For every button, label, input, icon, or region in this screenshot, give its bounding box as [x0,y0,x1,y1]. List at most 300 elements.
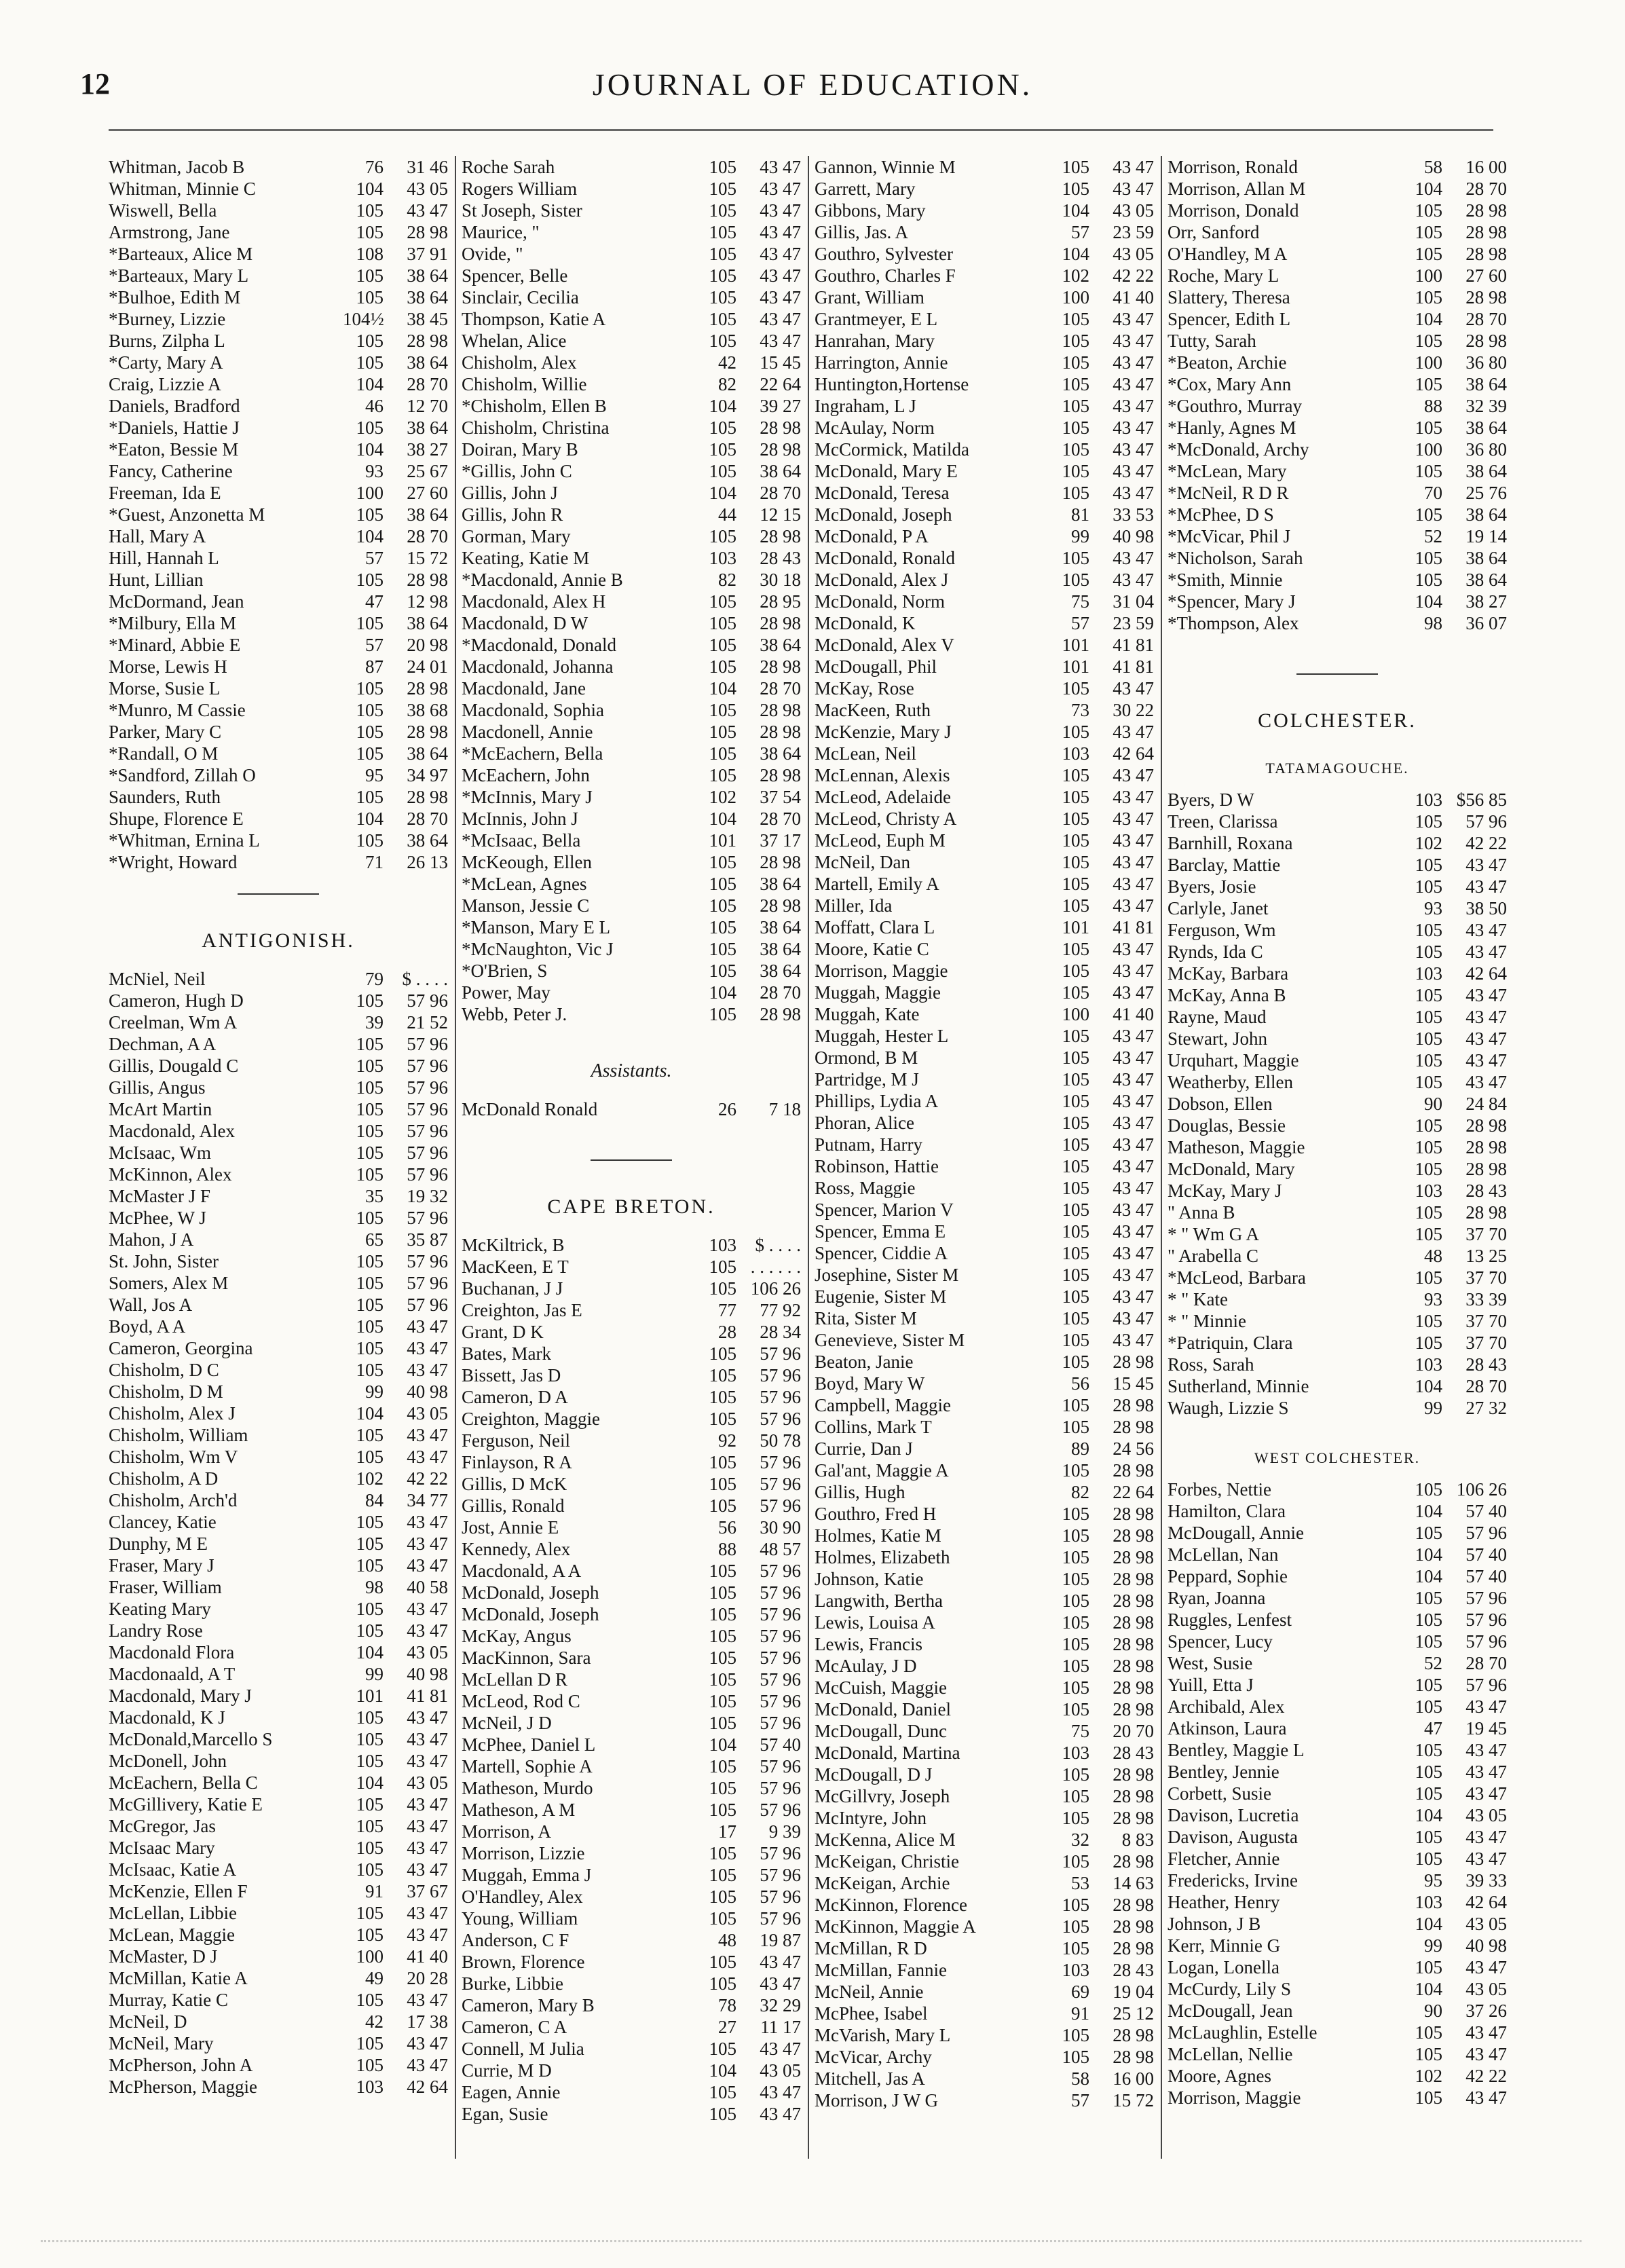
teacher-name: Cameron, D A [462,1387,568,1407]
teacher-entry [109,1793,448,1815]
teacher-name: Gannon, Winnie M [815,157,956,177]
days-taught: 78 [718,1995,736,2015]
days-taught: 103 [1062,1743,1089,1763]
days-taught: 105 [1062,2047,1089,2067]
teacher-entry [462,916,801,938]
teacher-entry [815,1851,1154,1872]
teacher-entry [462,808,801,830]
teacher-entry [462,1669,801,1690]
days-taught: 104 [1415,1566,1442,1586]
days-taught: 104 [1415,1805,1442,1825]
days-taught: 105 [709,1713,736,1733]
teacher-name: Tutty, Sarah [1168,331,1256,351]
teacher-entry [815,200,1154,221]
teacher-entry [109,482,448,504]
grant-amount: 40 98 [407,1664,448,1684]
grant-amount: 43 47 [1113,1178,1154,1198]
teacher-entry [1168,1093,1507,1115]
grant-amount: 57 96 [760,1800,801,1820]
teacher-name: MacKeen, Ruth [815,700,931,720]
days-taught: 105 [1062,1113,1089,1133]
grant-amount: 43 47 [407,1729,448,1749]
teacher-name: Cameron, Georgina [109,1338,253,1358]
teacher-entry [815,656,1154,677]
days-taught: 95 [1424,1870,1442,1891]
grant-amount: 43 47 [407,2055,448,2075]
teacher-entry [462,1951,801,1973]
days-taught: 105 [1062,396,1089,416]
teacher-entry [109,1337,448,1359]
teacher-name: Atkinson, Laura [1168,1718,1287,1739]
days-taught: 105 [709,939,736,959]
grant-amount: 37 54 [760,787,801,807]
teacher-name: Josephine, Sister M [815,1265,959,1285]
days-taught: 105 [709,1886,736,1907]
days-taught: 105 [709,591,736,612]
grant-amount: 25 76 [1465,483,1507,503]
days-taught: 105 [356,222,384,242]
days-taught: 105 [1062,1634,1089,1654]
days-taught: 105 [709,1474,736,1494]
days-taught: 105 [1415,1740,1442,1760]
teacher-entry [815,1134,1154,1155]
teacher-name: McDonald, Norm [815,591,945,612]
teacher-name: Gillis, Jas. A [815,222,909,242]
teacher-name: McDougall, Annie [1168,1523,1304,1543]
teacher-name: Rynds, Ida C [1168,942,1263,962]
teacher-name: McMaster, D J [109,1946,218,1967]
teacher-entry [109,352,448,373]
grant-amount: 43 47 [1465,2087,1507,2108]
teacher-entry [815,1177,1154,1199]
teacher-entry [1168,1674,1507,1696]
teacher-entry [1168,1935,1507,1956]
grant-amount: 13 25 [1465,1246,1507,1266]
teacher-name: Chisholm, Arch'd [109,1490,238,1510]
days-taught: 105 [1415,1333,1442,1353]
grant-amount: 43 47 [1113,874,1154,894]
teacher-entry [462,286,801,308]
teacher-entry [815,1416,1154,1438]
days-taught: 105 [356,1599,384,1619]
teacher-name: McKay, Angus [462,1626,572,1646]
teacher-name: Macdonald, Sophia [462,700,604,720]
days-taught: 105 [709,2082,736,2102]
teacher-name: Fraser, William [109,1577,222,1597]
days-taught: 105 [1062,939,1089,959]
days-taught: 105 [1415,417,1442,438]
grant-amount: 43 47 [407,1425,448,1445]
grant-amount: 35 87 [407,1229,448,1250]
teacher-entry [109,1077,448,1098]
grant-amount: 43 47 [1113,830,1154,851]
teacher-entry [815,482,1154,504]
grant-amount: 48 57 [760,1539,801,1559]
grant-amount: 17 38 [407,2011,448,2032]
scan-noise [41,2213,1582,2242]
days-taught: 105 [356,1512,384,1532]
teacher-name: Daniels, Bradford [109,396,240,416]
teacher-name: McDonald, Mary E [815,461,958,481]
teacher-entry [462,2081,801,2103]
grant-amount: 43 47 [407,1338,448,1358]
teacher-name: McKinnon, Alex [109,1164,232,1185]
grant-amount: 43 47 [1113,548,1154,568]
grant-amount: 38 68 [407,700,448,720]
teacher-name: Peppard, Sophie [1168,1566,1288,1586]
grant-amount: 28 98 [760,656,801,677]
teacher-name: *Macdonald, Donald [462,635,616,655]
teacher-entry [1168,1696,1507,1717]
grant-amount: 28 98 [1113,1895,1154,1915]
teacher-name: Hamilton, Clara [1168,1501,1286,1521]
days-taught: 73 [1071,700,1089,720]
teacher-name: Ormond, B M [815,1047,918,1068]
days-taught: 105 [1062,1504,1089,1524]
grant-amount: 28 98 [407,787,448,807]
days-taught: 105 [1062,1156,1089,1176]
teacher-entry [109,1902,448,1924]
days-taught: 105 [1062,982,1089,1003]
days-taught: 105 [709,2104,736,2124]
teacher-entry [815,1460,1154,1481]
teacher-entry [109,764,448,786]
days-taught: 103 [709,1235,736,1255]
teacher-name: Thompson, Katie A [462,309,606,329]
teacher-name: *McLean, Agnes [462,874,587,894]
teacher-name: Spencer, Emma E [815,1221,946,1242]
teacher-name: McLennan, Alexis [815,765,950,785]
teacher-entry [462,178,801,200]
teacher-entry [1168,984,1507,1006]
teacher-entry [815,1199,1154,1221]
days-taught: 105 [1062,1395,1089,1415]
teacher-name: *Guest, Anzonetta M [109,504,265,525]
grant-amount: 43 47 [1113,1026,1154,1046]
days-taught: 105 [356,1142,384,1163]
column-3 [815,156,1154,2159]
teacher-entry [462,1777,801,1799]
grant-amount: 57 96 [760,1495,801,1516]
teacher-name: Chisholm, Alex J [109,1403,236,1424]
grant-amount: 37 70 [1465,1333,1507,1353]
teacher-name: Mahon, J A [109,1229,194,1250]
teacher-entry [109,1815,448,1837]
teacher-name: Ingraham, L J [815,396,916,416]
teacher-entry [1168,1375,1507,1397]
grant-amount: 43 47 [1113,961,1154,981]
teacher-entry [462,1755,801,1777]
grant-amount: 24 01 [407,656,448,677]
teacher-entry [815,265,1154,286]
days-taught: 104 [356,179,384,199]
grant-amount: 57 96 [760,1865,801,1885]
grant-amount: 11 17 [760,2017,801,2037]
grant-amount: 57 96 [1465,1588,1507,1608]
grant-amount: 28 98 [760,1004,801,1024]
teacher-entry [109,1207,448,1229]
grant-amount: 41 40 [407,1946,448,1967]
teacher-name: Young, William [462,1908,578,1929]
teacher-name: Byers, D W [1168,789,1254,810]
days-taught: 56 [1071,1373,1089,1394]
teacher-name: *Spencer, Mary J [1168,591,1296,612]
grant-amount: 30 18 [760,570,801,590]
days-taught: 75 [1071,1721,1089,1741]
teacher-name: McNiel, Neil [109,969,206,989]
days-taught: 105 [1415,1523,1442,1543]
teacher-name: *Milbury, Ella M [109,613,236,633]
grant-amount: 43 47 [407,1707,448,1728]
grant-amount: 38 64 [407,613,448,633]
grant-amount: 43 47 [1465,1740,1507,1760]
teacher-entry [815,1221,1154,1242]
grant-amount: 38 64 [407,743,448,764]
teacher-name: Chisholm, Wm V [109,1447,238,1467]
teacher-name: *McEachern, Bella [462,743,603,764]
grant-amount: 33 53 [1113,504,1154,525]
teacher-name: McIsaac Mary [109,1838,215,1858]
teacher-name: Somers, Alex M [109,1273,229,1293]
teacher-entry [1168,2022,1507,2043]
teacher-entry [1168,286,1507,308]
teacher-name: Cameron, Hugh D [109,990,244,1011]
days-taught: 105 [356,1555,384,1576]
grant-amount: 43 47 [1465,1827,1507,1847]
days-taught: 105 [709,439,736,460]
teacher-name: Jost, Annie E [462,1517,559,1538]
grant-amount: 41 81 [1113,656,1154,677]
teacher-name: McPhee, W J [109,1208,206,1228]
grant-amount: 14 63 [1113,1873,1154,1893]
days-taught: 103 [356,2077,384,2097]
grant-amount: 38 64 [760,461,801,481]
teacher-name: *McNaughton, Vic J [462,939,614,959]
days-taught: 105 [1415,504,1442,525]
grant-amount: 43 47 [1113,157,1154,177]
grant-amount: 28 43 [760,548,801,568]
days-taught: 105 [356,1338,384,1358]
grant-amount: 22 64 [760,374,801,394]
grant-amount: 57 96 [1465,1675,1507,1695]
column-4 [1168,156,1507,2159]
grant-amount: 43 47 [407,1794,448,1815]
grant-amount: 28 70 [760,678,801,699]
teacher-name: *Macdonald, Annie B [462,570,623,590]
teacher-entry [109,1120,448,1142]
teacher-entry [1168,1202,1507,1223]
grant-amount: 57 96 [407,1099,448,1119]
days-taught: 47 [1424,1718,1442,1739]
teacher-entry [815,417,1154,439]
days-taught: 104 [709,808,736,829]
days-taught: 17 [718,1821,736,1842]
grant-amount: 28 98 [1465,1137,1507,1157]
grant-amount: 38 64 [760,939,801,959]
teacher-name: McPhee, Isabel [815,2003,928,2024]
teacher-name: McKenzie, Ellen F [109,1881,248,1901]
teacher-name: Miller, Ida [815,895,893,916]
teacher-name: McEachern, John [462,765,590,785]
column-2 [462,156,801,2159]
days-taught: 105 [1415,1224,1442,1244]
teacher-name: Burns, Zilpha L [109,331,225,351]
teacher-entry [462,699,801,721]
teacher-name: Spencer, Ciddie A [815,1243,948,1263]
grant-amount: 106 26 [1456,1479,1507,1500]
teacher-name: Webb, Peter J. [462,1004,567,1024]
days-taught: 105 [356,1751,384,1771]
days-taught: 105 [1062,1134,1089,1155]
days-taught: 105 [1062,1569,1089,1589]
days-taught: 105 [1062,1069,1089,1090]
teacher-name: Rayne, Maud [1168,1007,1267,1027]
teacher-entry [109,525,448,547]
teacher-entry [1168,832,1507,854]
grant-amount: 43 47 [1465,1007,1507,1027]
teacher-name: Davison, Augusta [1168,1827,1298,1847]
teacher-entry [109,677,448,699]
teacher-entry [109,1880,448,1902]
teacher-name: McNeil, Dan [815,852,910,872]
teacher-entry [109,699,448,721]
teacher-entry [462,677,801,699]
teacher-entry [815,982,1154,1003]
grant-amount: 28 70 [760,483,801,503]
days-taught: 95 [365,765,384,785]
teacher-name: Macdonald, Alex [109,1121,235,1141]
teacher-entry [462,1973,801,1994]
teacher-name: Boyd, A A [109,1316,186,1337]
days-taught: 81 [1071,504,1089,525]
teacher-entry [1168,1891,1507,1913]
teacher-entry [815,178,1154,200]
teacher-name: Gouthro, Fred H [815,1504,937,1524]
grant-amount: 38 64 [760,635,801,655]
grant-amount: 38 64 [1465,570,1507,590]
grant-amount: 38 64 [407,287,448,308]
teacher-name: Muggah, Maggie [815,982,941,1003]
teacher-name: *Nicholson, Sarah [1168,548,1303,568]
grant-amount: 12 98 [407,591,448,612]
teacher-entry [462,569,801,591]
days-taught: 105 [1415,1159,1442,1179]
days-taught: 103 [1415,1892,1442,1912]
days-taught: 108 [356,244,384,264]
grant-amount: 43 47 [760,1952,801,1972]
teacher-name: Macdonaald, A T [109,1664,236,1684]
teacher-name: " Arabella C [1168,1246,1258,1266]
teacher-name: Eagen, Annie [462,2082,561,2102]
teacher-name: *Wright, Howard [109,852,238,872]
days-taught: 105 [1415,876,1442,897]
teacher-name: Johnson, J B [1168,1914,1261,1934]
grant-amount: 28 98 [407,222,448,242]
teacher-entry [109,1728,448,1750]
teacher-entry [109,1772,448,1793]
grant-amount: 36 80 [1465,352,1507,373]
teacher-entry [815,1633,1154,1655]
days-taught: 105 [356,1859,384,1880]
teacher-name: McDormand, Jean [109,591,244,612]
teacher-entry [815,1242,1154,1264]
days-taught: 105 [356,1208,384,1228]
days-taught: 104 [709,396,736,416]
days-taught: 104 [1062,200,1089,221]
days-taught: 52 [1424,1653,1442,1673]
days-taught: 105 [1062,722,1089,742]
days-taught: 105 [1415,461,1442,481]
teacher-name: McNeil, D [109,2011,187,2032]
teacher-entry [815,1286,1154,1307]
teacher-name: McKeigan, Archie [815,1873,950,1893]
teacher-name: Chisholm, A D [109,1468,219,1489]
teacher-name: McDonald, K [815,613,916,633]
teacher-name: McPhee, Daniel L [462,1734,596,1755]
teacher-entry [109,1381,448,1402]
grant-amount: 43 47 [407,1447,448,1467]
days-taught: 105 [1415,2044,1442,2064]
teacher-name: McIntyre, John [815,1808,927,1828]
grant-amount: 43 47 [1465,855,1507,875]
days-taught: 104 [1415,179,1442,199]
days-taught: 100 [1415,439,1442,460]
days-taught: 105 [709,200,736,221]
grant-amount: 31 04 [1113,591,1154,612]
teacher-entry [1168,482,1507,504]
teacher-entry [1168,221,1507,243]
grant-amount: 57 40 [760,1734,801,1755]
days-taught: 105 [1415,855,1442,875]
teacher-name: McVarish, Mary L [815,2025,951,2045]
teacher-name: Johnson, Katie [815,1569,924,1589]
teacher-entry [1168,1631,1507,1652]
teacher-name: *McInnis, Mary J [462,787,593,807]
days-taught: 82 [718,374,736,394]
days-taught: 93 [1424,898,1442,918]
grant-amount: 37 17 [760,830,801,851]
teacher-entry [462,1003,801,1025]
teacher-entry [1168,200,1507,221]
days-taught: 103 [1415,1181,1442,1201]
teacher-entry [109,1424,448,1446]
column-1 [109,156,448,2159]
teacher-entry [815,1872,1154,1894]
teacher-name: McDonald, Daniel [815,1699,951,1719]
days-taught: 99 [1424,1935,1442,1956]
teacher-name: Cameron, C A [462,2017,567,2037]
grant-amount: 28 98 [1113,1786,1154,1806]
page-header [0,0,1625,102]
grant-amount: 43 47 [1113,461,1154,481]
teacher-entry [815,1438,1154,1460]
teacher-entry [1168,2043,1507,2065]
grant-amount: 43 47 [760,265,801,286]
days-taught: 105 [1062,1265,1089,1285]
days-taught: 57 [1071,2090,1089,2111]
grant-amount: 57 40 [1465,1544,1507,1565]
teacher-entry [109,221,448,243]
teacher-entry [109,808,448,830]
teacher-entry [815,1546,1154,1568]
teacher-name: Carlyle, Janet [1168,898,1269,918]
teacher-name: McArt Martin [109,1099,212,1119]
teacher-entry [462,439,801,460]
teacher-entry [1168,2065,1507,2087]
days-taught: 105 [709,1495,736,1516]
teacher-name: Muggah, Kate [815,1004,920,1024]
grant-amount: 57 96 [760,1886,801,1907]
